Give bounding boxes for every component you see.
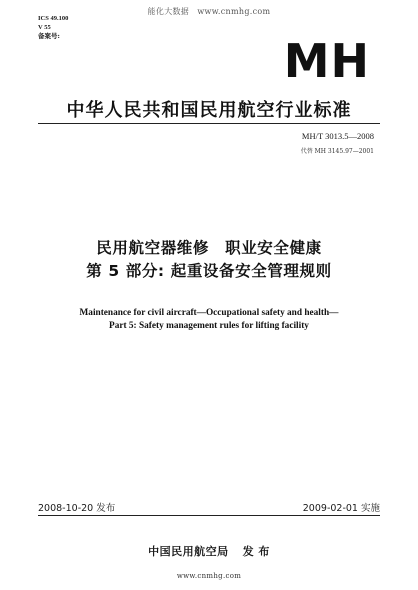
standard-type-title: 中华人民共和国民用航空行业标准 <box>66 100 352 121</box>
issue-date: 2008-10-20 发布 <box>38 503 116 514</box>
classification-code: V 55 <box>38 24 51 31</box>
mh-logo: MH <box>283 34 370 88</box>
header-divider <box>38 123 380 124</box>
title-cn-line2: 第 5 部分: 起重设备安全管理规则 <box>86 262 332 280</box>
publisher <box>0 543 418 559</box>
implementation-date: 2009-02-01 实施 <box>302 503 380 514</box>
publisher-action: 发 布 <box>242 545 270 558</box>
record-number-label: 备案号: <box>38 32 60 40</box>
watermark-top: 能化大数据 www.cnmhg.com <box>147 7 271 16</box>
title-en-line2: Part 5: Safety management rules for lifting facility <box>109 321 309 331</box>
title-en-line1: Maintenance for civil aircraft—Occupational safety and health— <box>79 308 339 318</box>
footer-divider <box>38 515 380 516</box>
watermark-bottom: www.cnmhg.com <box>176 572 242 580</box>
ics-code: ICS 49.100 <box>38 15 69 22</box>
replaces-standard: 代替 MH 3145.97—2001 <box>300 148 374 155</box>
publisher-name: 中国民用航空局 <box>148 545 229 558</box>
title-cn-line1: 民用航空器维修 职业安全健康 <box>96 239 322 257</box>
standard-number: MH/T 3013.5—2008 <box>301 131 374 141</box>
